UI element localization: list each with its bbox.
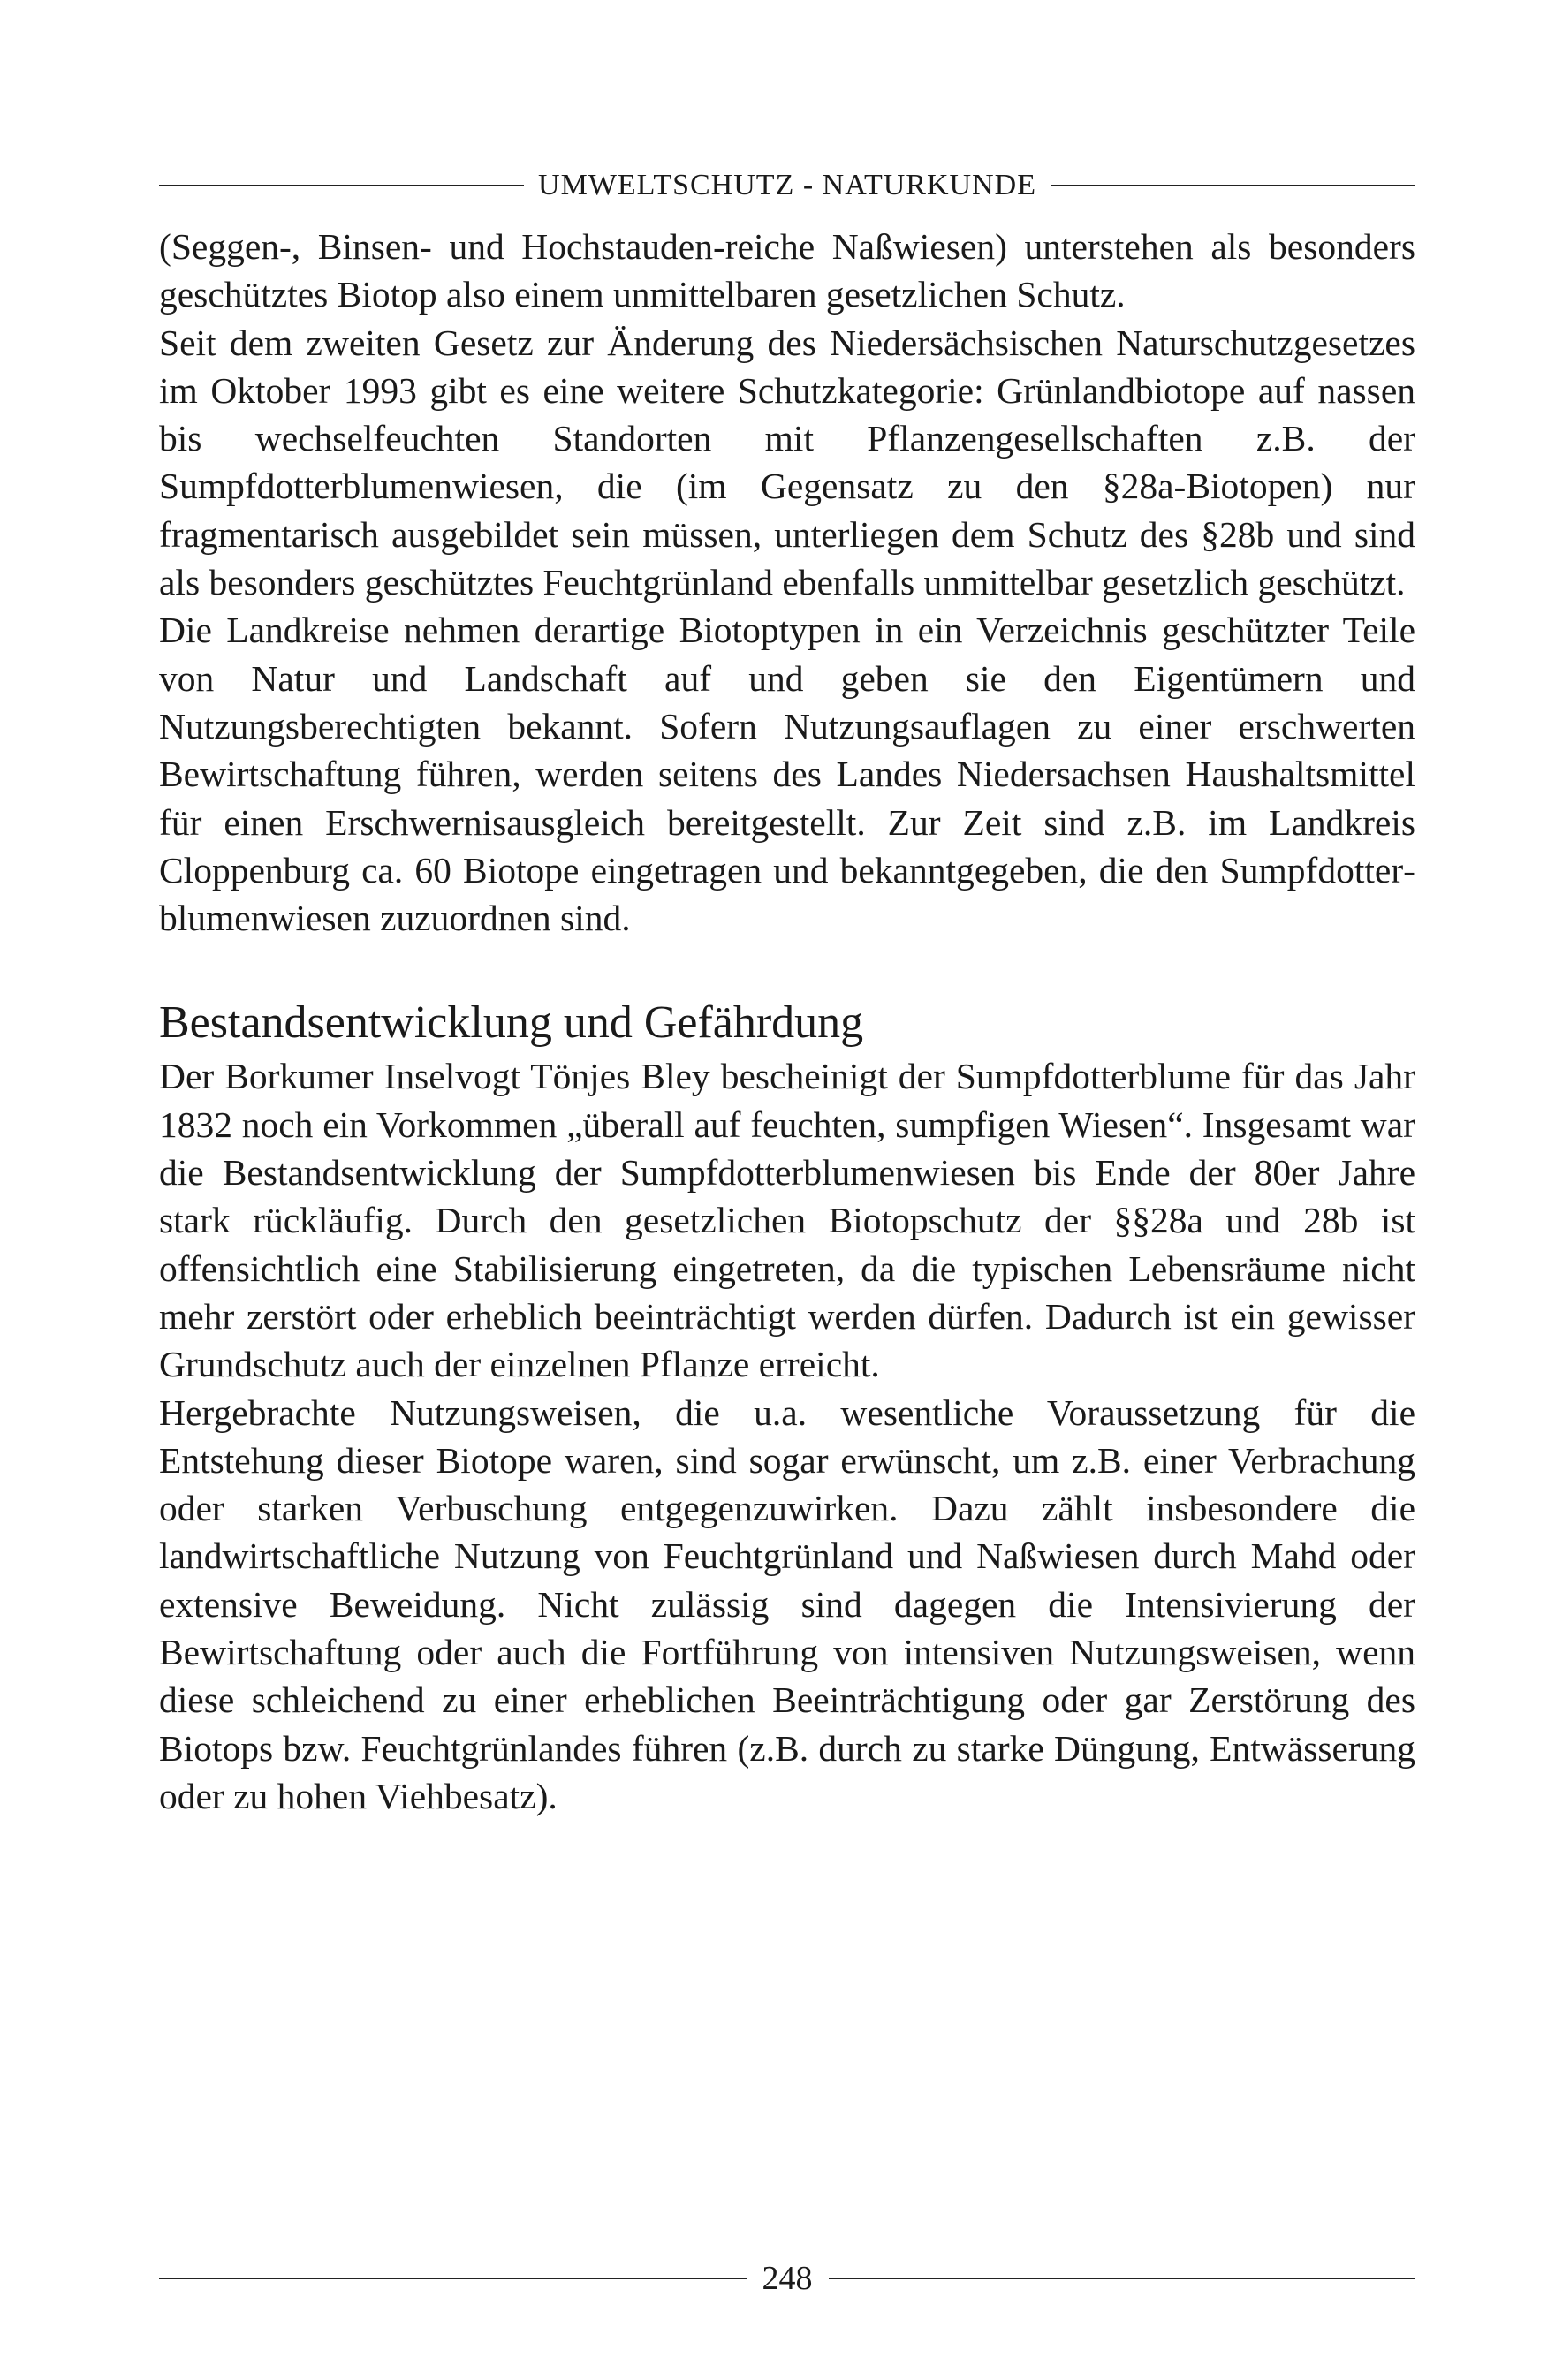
section-heading: Bestandsentwicklung und Gefährdung <box>159 997 864 1049</box>
running-head <box>159 166 1415 205</box>
body-paragraph: Die Landkreise nehmen derartige Biotoptypen in ein Verzeichnis geschützter Teile von Natur und Landschaft auf und geben sie den Eigentümern und Nutzungsberechtigten bekannt. Sofern Nutzungsauflagen zu einer erschwerten Bewirtschaftung führen, werden seitens des Landes Niedersachsen Haushaltsmittel für einen Erschwernisausgleich bereitgestellt. Zur Zeit sind z.B. im Landkreis Cloppenburg ca. 60 Biotope eingetragen und bekanntgegeben, die den Sumpfdotterblumenwiesen zuzuordnen sind. <box>159 610 1415 939</box>
body-paragraph: (Seggen-, Binsen- und Hochstauden-reiche Naßwiesen) unterstehen als besonders geschütztes Biotop also einem unmittelbaren gesetzlichen Schutz. <box>159 226 1415 315</box>
body-paragraph: Der Borkumer Inselvogt Tönjes Bley bescheinigt der Sumpfdotterblume für das Jahr 1832 noch ein Vorkommen „überall auf feuchten, sumpfigen Wiesen“. Insgesamt war die Bestandsentwicklung der Sumpfdotterblumenwiesen bis Ende der 80er Jahre stark rückläufig. Durch den gesetzlichen Biotopschutz der §§28a und 28b ist offensichtlich eine Stabilisierung eingetreten, da die typischen Lebensräume nicht mehr zerstört oder erheblich beeinträchtigt werden dürfen. Dadurch ist ein gewisser Grundschutz auch der einzelnen Pflanze erreicht. <box>159 1056 1415 1385</box>
body-paragraph: Hergebrachte Nutzungsweisen, die u.a. wesentliche Voraussetzung für die Entstehung dieser Biotope waren, sind sogar erwünscht, um z.B. einer Verbrachung oder starken Verbuschung entgegenzuwirken. Dazu zählt insbesondere die landwirtschaftliche Nutzung von Feuchtgrünland und Naßwiesen durch Mahd oder extensive Beweidung. Nicht zulässig sind dagegen die Intensivierung der Bewirtschaftung oder auch die Fortführung von intensiven Nutzungsweisen, wenn diese schleichend zu einer erheblichen Beeinträchtigung oder gar Zerstörung des Biotops bzw. Feuchtgrünlandes führen (z.B. durch zu starke Düngung, Entwässerung oder zu hohen Viehbesatz). <box>159 1391 1415 1816</box>
body-paragraph: Seit dem zweiten Gesetz zur Änderung des Niedersächsischen Naturschutzgesetzes im Oktober 1993 gibt es eine weitere Schutzkategorie: Grünlandbiotope auf nassen bis wechselfeuchten Standorten mit Pflanzengesellschaften z.B. der Sumpfdotterblumenwiesen, die (im Gegensatz zu den §28a-Biotopen) nur fragmentarisch ausgebildet sein müssen, unterliegen dem Schutz des §28b und sind als besonders geschütztes Feuchtgrünland ebenfalls unmittelbar gesetzlich geschützt. <box>159 322 1415 603</box>
header-rule-right <box>1051 185 1415 186</box>
page-footer <box>159 2256 1415 2300</box>
page-body <box>159 223 1415 1820</box>
footer-rule-right <box>829 2278 1416 2279</box>
page-number: 248 <box>762 2260 813 2297</box>
running-title: UMWELTSCHUTZ - NATURKUNDE <box>538 169 1036 201</box>
header-rule-left <box>159 185 524 186</box>
footer-rule-left <box>159 2278 747 2279</box>
